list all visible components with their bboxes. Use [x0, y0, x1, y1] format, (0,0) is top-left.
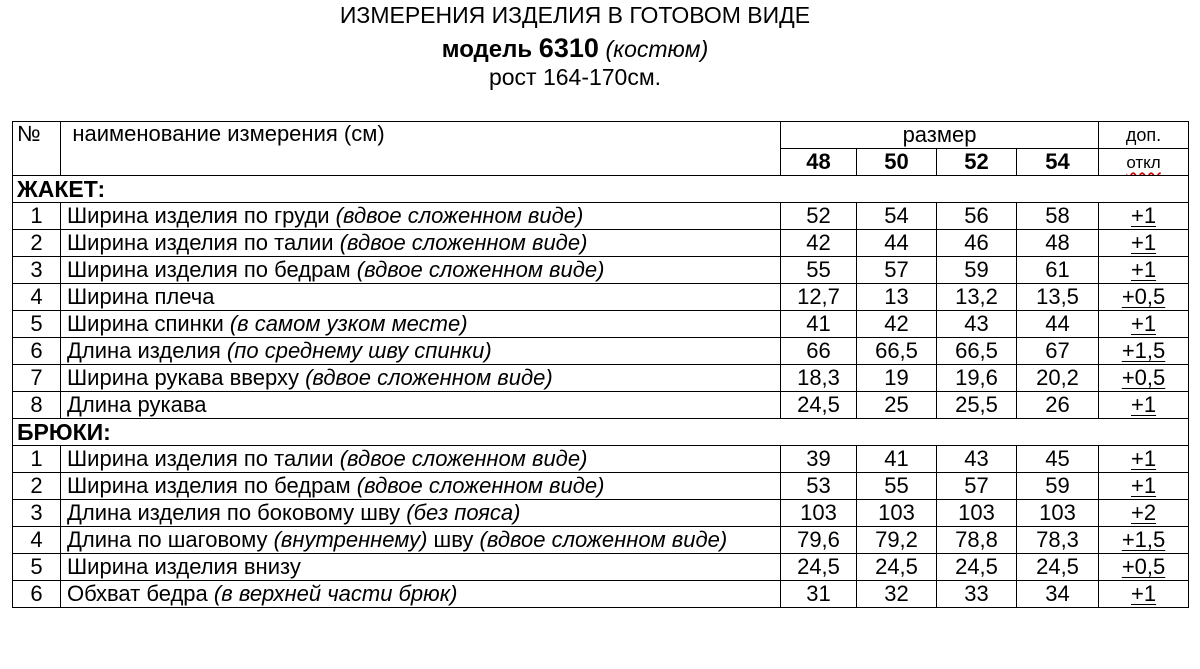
- measurement-note: (вдвое сложенном виде): [479, 527, 728, 552]
- measurement-name: [61, 392, 781, 419]
- size-value: 59: [1017, 473, 1099, 500]
- tolerance-cell: [1099, 554, 1189, 581]
- size-value: 48: [1017, 230, 1099, 257]
- column-header-number: №: [13, 122, 61, 176]
- row-number: 3: [13, 500, 61, 527]
- table-row: [13, 500, 1189, 527]
- table-row: [13, 554, 1189, 581]
- row-number: 4: [13, 527, 61, 554]
- size-value: 19: [857, 365, 937, 392]
- measurement-note: (внутреннему): [273, 527, 428, 552]
- tolerance-value: +1,5: [1121, 527, 1166, 552]
- tolerance-cell: [1099, 473, 1189, 500]
- tolerance-abbrev: откл: [1126, 153, 1161, 172]
- size-value: 45: [1017, 446, 1099, 473]
- measurement-note: (в самом узком месте): [229, 311, 468, 336]
- size-value: 18,3: [781, 365, 857, 392]
- measurement-name: [61, 527, 781, 554]
- tolerance-cell: [1099, 500, 1189, 527]
- row-number: 2: [13, 230, 61, 257]
- size-value: 26: [1017, 392, 1099, 419]
- size-value: 54: [857, 203, 937, 230]
- section-title: ЖАКЕТ:: [13, 176, 1189, 203]
- size-value: 103: [781, 500, 857, 527]
- size-value: 24,5: [781, 392, 857, 419]
- tolerance-cell: [1099, 581, 1189, 608]
- row-number: 8: [13, 392, 61, 419]
- model-label: модель: [441, 36, 533, 63]
- size-value: 42: [857, 311, 937, 338]
- tolerance-cell: [1099, 230, 1189, 257]
- measurement-name: [61, 338, 781, 365]
- measurement-name: [61, 230, 781, 257]
- table-row: [13, 365, 1189, 392]
- size-value: 41: [781, 311, 857, 338]
- tolerance-cell: [1099, 311, 1189, 338]
- size-value: 24,5: [857, 554, 937, 581]
- measurement-note: (вдвое сложенном виде): [335, 203, 584, 228]
- size-value: 13: [857, 284, 937, 311]
- measurement-label: Ширина изделия по груди: [67, 203, 336, 228]
- tolerance-cell: [1099, 392, 1189, 419]
- size-value: 103: [857, 500, 937, 527]
- table-row: [13, 311, 1189, 338]
- measurement-label: Ширина изделия по бедрам: [67, 257, 357, 282]
- table-row: [13, 446, 1189, 473]
- measurement-note: (вдвое сложенном виде): [339, 230, 588, 255]
- row-number: 2: [13, 473, 61, 500]
- row-number: 6: [13, 581, 61, 608]
- measurement-note: (вдвое сложенном виде): [356, 257, 605, 282]
- tolerance-value: +1: [1130, 392, 1157, 417]
- measurement-label: шву: [427, 527, 480, 552]
- tolerance-cell: [1099, 284, 1189, 311]
- section-title: БРЮКИ:: [13, 419, 1189, 446]
- tolerance-cell: [1099, 365, 1189, 392]
- column-header-name: [61, 122, 781, 176]
- size-value: 66,5: [857, 338, 937, 365]
- row-number: 4: [13, 284, 61, 311]
- table-row: [13, 473, 1189, 500]
- measurement-label: Ширина изделия по бедрам: [67, 473, 357, 498]
- tolerance-cell: [1099, 203, 1189, 230]
- tolerance-value: +1,5: [1121, 338, 1166, 363]
- measurement-note: (вдвое сложенном виде): [339, 446, 588, 471]
- header-row: [13, 122, 1189, 149]
- document-header: [0, 0, 1150, 90]
- table-row: [13, 257, 1189, 284]
- size-value: 46: [937, 230, 1017, 257]
- table-row: [13, 527, 1189, 554]
- table-row: [13, 230, 1189, 257]
- size-value: 39: [781, 446, 857, 473]
- size-value: 25,5: [937, 392, 1017, 419]
- column-header-tolerance: доп.: [1099, 122, 1189, 149]
- measurement-name: [61, 203, 781, 230]
- size-value: 13,2: [937, 284, 1017, 311]
- size-value: 44: [1017, 311, 1099, 338]
- row-number: 7: [13, 365, 61, 392]
- size-value: 59: [937, 257, 1017, 284]
- measurement-name: [61, 581, 781, 608]
- measurement-name: [61, 257, 781, 284]
- column-header-size: размер: [781, 122, 1099, 149]
- measurement-label: Обхват бедра: [67, 581, 214, 606]
- measurement-note: (вдвое сложенном виде): [356, 473, 605, 498]
- section-row: [13, 419, 1189, 446]
- table-row: [13, 284, 1189, 311]
- measurement-label: Ширина изделия по талии: [67, 446, 340, 471]
- measurement-name: [61, 554, 781, 581]
- row-number: 3: [13, 257, 61, 284]
- measurement-name: [61, 500, 781, 527]
- size-value: 32: [857, 581, 937, 608]
- size-value: 19,6: [937, 365, 1017, 392]
- size-value: 55: [857, 473, 937, 500]
- measurement-label: Длина рукава: [67, 392, 207, 417]
- measurement-label: Длина изделия: [67, 338, 227, 363]
- size-value: 13,5: [1017, 284, 1099, 311]
- measurement-label: Ширина изделия по талии: [67, 230, 340, 255]
- measurement-name: [61, 446, 781, 473]
- measurement-note: (в верхней части брюк): [213, 581, 458, 606]
- tolerance-value: +1: [1130, 581, 1157, 606]
- size-value: 12,7: [781, 284, 857, 311]
- measurement-label: Ширина спинки: [67, 311, 230, 336]
- tolerance-value: +0,5: [1121, 284, 1166, 309]
- tolerance-value: +1: [1130, 257, 1157, 282]
- row-number: 1: [13, 203, 61, 230]
- measurement-name: [61, 473, 781, 500]
- model-line: [0, 34, 1150, 64]
- size-value: 24,5: [1017, 554, 1099, 581]
- size-value: 61: [1017, 257, 1099, 284]
- size-value: 67: [1017, 338, 1099, 365]
- table-row: [13, 203, 1189, 230]
- size-header: 50: [857, 149, 937, 176]
- size-header: 54: [1017, 149, 1099, 176]
- table-row: [13, 338, 1189, 365]
- measurement-note: (вдвое сложенном виде): [305, 365, 553, 390]
- size-value: 58: [1017, 203, 1099, 230]
- tolerance-value: +1: [1130, 473, 1157, 498]
- size-value: 52: [781, 203, 857, 230]
- size-value: 42: [781, 230, 857, 257]
- column-header-tolerance-sub: [1099, 149, 1189, 176]
- size-value: 44: [857, 230, 937, 257]
- tolerance-cell: [1099, 527, 1189, 554]
- size-value: 66,5: [937, 338, 1017, 365]
- size-value: 33: [937, 581, 1017, 608]
- size-value: 24,5: [781, 554, 857, 581]
- size-value: 20,2: [1017, 365, 1099, 392]
- column-header-name-text: наименование измерения (см): [72, 121, 385, 146]
- measurement-label: Ширина изделия внизу: [67, 554, 301, 579]
- section-row: [13, 176, 1189, 203]
- size-value: 78,3: [1017, 527, 1099, 554]
- size-value: 57: [937, 473, 1017, 500]
- measurement-label: Длина изделия по боковому шву: [67, 500, 407, 525]
- size-value: 34: [1017, 581, 1099, 608]
- size-value: 53: [781, 473, 857, 500]
- size-value: 43: [937, 311, 1017, 338]
- size-value: 66: [781, 338, 857, 365]
- measurement-name: [61, 311, 781, 338]
- measurement-label: Ширина плеча: [67, 284, 215, 309]
- tolerance-value: +1: [1130, 446, 1157, 471]
- measurement-name: [61, 365, 781, 392]
- size-value: 41: [857, 446, 937, 473]
- size-value: 56: [937, 203, 1017, 230]
- measurement-note: (без пояса): [406, 500, 521, 525]
- size-value: 24,5: [937, 554, 1017, 581]
- size-value: 57: [857, 257, 937, 284]
- size-value: 43: [937, 446, 1017, 473]
- tolerance-value: +1: [1130, 230, 1157, 255]
- tolerance-value: +1: [1130, 311, 1157, 336]
- row-number: 5: [13, 554, 61, 581]
- height-range: рост 164-170см.: [488, 64, 662, 90]
- tolerance-value: +1: [1130, 203, 1157, 228]
- tolerance-cell: [1099, 446, 1189, 473]
- tolerance-cell: [1099, 257, 1189, 284]
- size-header: 52: [937, 149, 1017, 176]
- tolerance-cell: [1099, 338, 1189, 365]
- measurements-table: [12, 121, 1189, 608]
- row-number: 1: [13, 446, 61, 473]
- row-number: 5: [13, 311, 61, 338]
- size-value: 103: [1017, 500, 1099, 527]
- measurement-note: (по среднему шву спинки): [226, 338, 492, 363]
- measurement-name: [61, 284, 781, 311]
- size-value: 55: [781, 257, 857, 284]
- tolerance-value: +2: [1130, 500, 1157, 525]
- tolerance-value: +0,5: [1121, 554, 1166, 579]
- size-value: 31: [781, 581, 857, 608]
- size-header: 48: [781, 149, 857, 176]
- size-value: 25: [857, 392, 937, 419]
- size-value: 78,8: [937, 527, 1017, 554]
- table-row: [13, 392, 1189, 419]
- document-title: ИЗМЕРЕНИЯ ИЗДЕЛИЯ В ГОТОВОМ ВИДЕ: [339, 2, 811, 28]
- row-number: 6: [13, 338, 61, 365]
- measurement-label: Длина по шаговому: [67, 527, 274, 552]
- model-number: 6310: [538, 33, 599, 63]
- model-type: (костюм): [605, 36, 709, 62]
- table-row: [13, 581, 1189, 608]
- size-value: 103: [937, 500, 1017, 527]
- tolerance-value: +0,5: [1121, 365, 1166, 390]
- size-value: 79,2: [857, 527, 937, 554]
- measurement-label: Ширина рукава вверху: [67, 365, 306, 390]
- size-value: 79,6: [781, 527, 857, 554]
